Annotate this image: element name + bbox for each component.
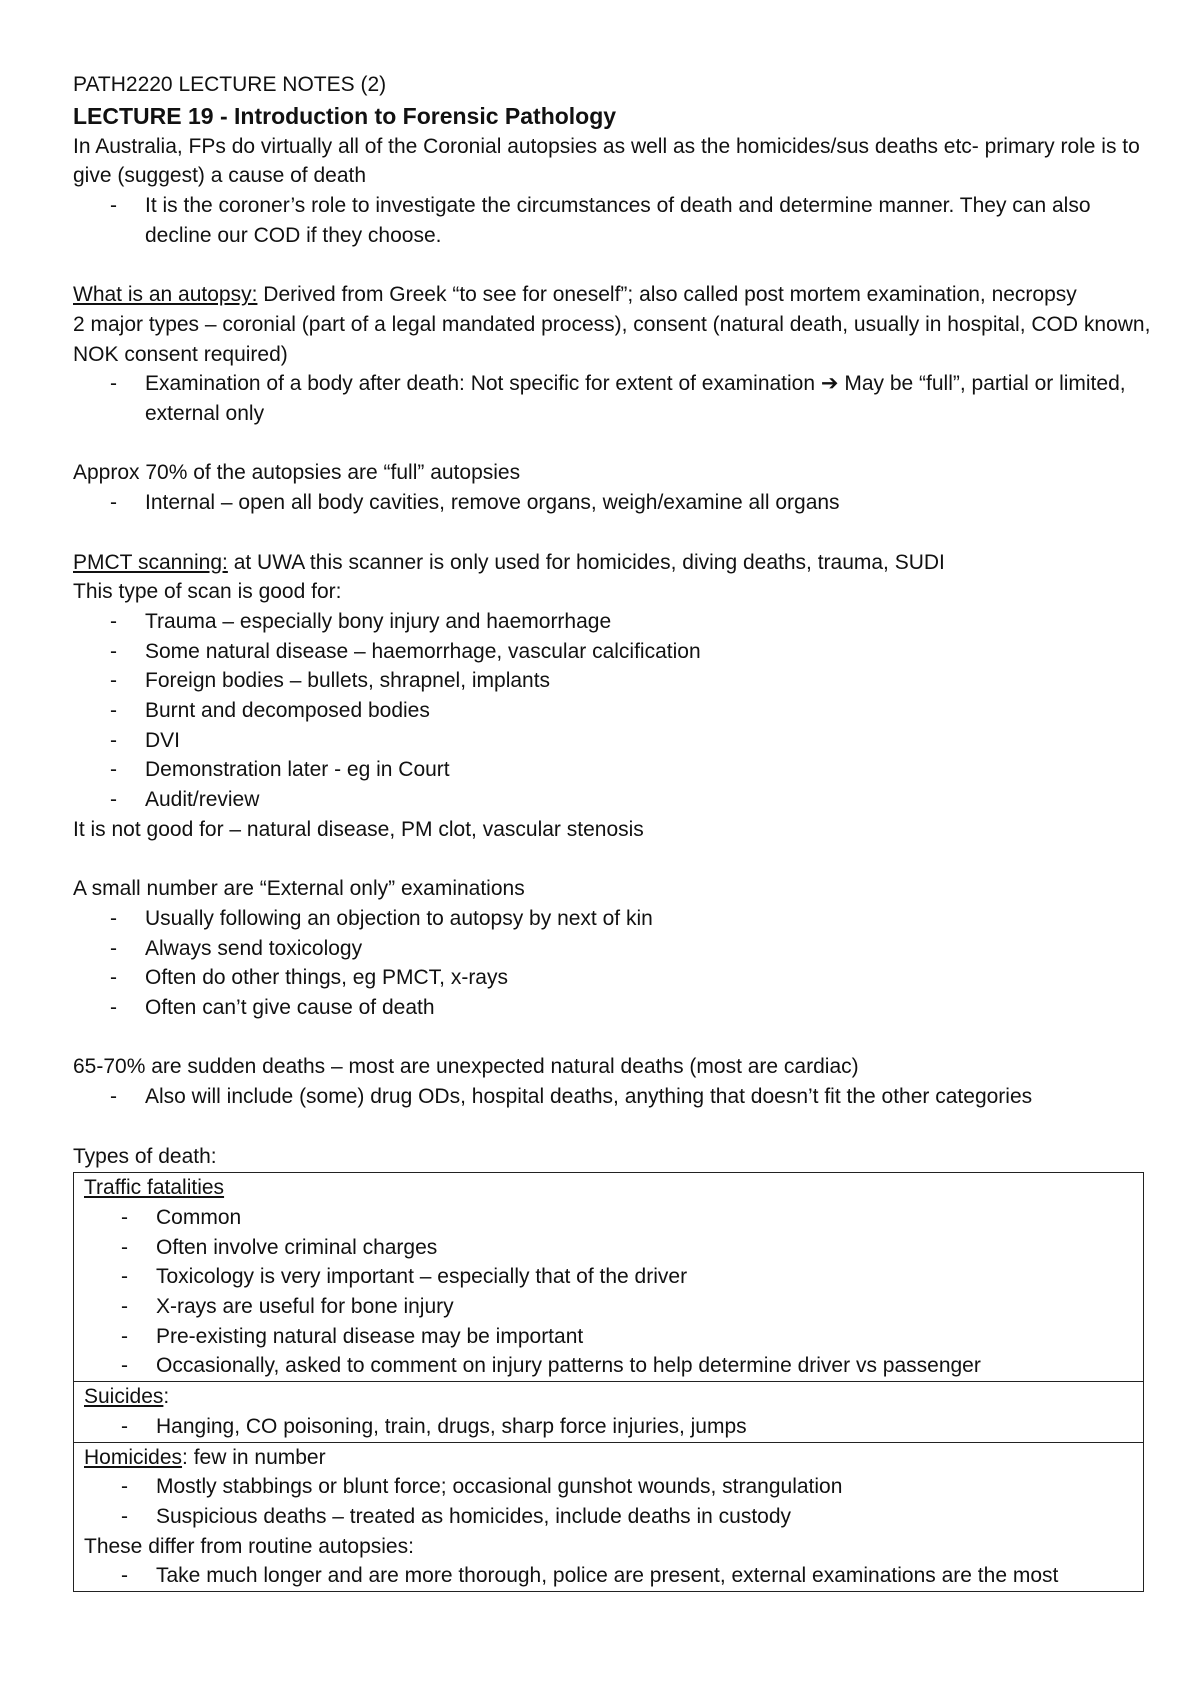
list-item-text: Also will include (some) drug ODs, hospital deaths, anything that doesn’t fit the other categories <box>145 1085 1033 1109</box>
pmct-text: at UWA this scanner is only used for homicides, diving deaths, trauma, SUDI <box>227 550 945 574</box>
list-item-text: Hanging, CO poisoning, train, drugs, sharp force injuries, jumps <box>156 1414 747 1438</box>
list-item <box>73 993 1153 1023</box>
bullet-dash: - <box>121 1504 128 1528</box>
list-item <box>73 934 1153 964</box>
bullet-dash: - <box>110 491 117 515</box>
bullet-dash: - <box>121 1235 128 1259</box>
pmct-good-for: This type of scan is good for: <box>73 580 342 604</box>
list-item <box>73 904 1153 934</box>
bullet-dash: - <box>110 966 117 990</box>
list-item-text: Usually following an objection to autopsy by next of kin <box>145 906 653 930</box>
pmct-not-good: It is not good for – natural disease, PM clot, vascular stenosis <box>73 817 644 841</box>
intro-paragraph: In Australia, FPs do virtually all of the Coronial autopsies as well as the homicides/sus deaths etc- primary role is to give (suggest) a cause of death <box>73 134 1140 188</box>
document-page <box>73 70 1153 1592</box>
list-item-text: Demonstration later - eg in Court <box>145 758 450 782</box>
list-item-text: Burnt and decomposed bodies <box>145 699 430 723</box>
spacer <box>73 1023 1153 1053</box>
list-item-text: Pre-existing natural disease may be important <box>156 1324 584 1348</box>
list-item <box>73 369 1153 428</box>
external-paragraph: A small number are “External only” examinations <box>73 877 525 901</box>
bullet-dash: - <box>121 1324 128 1348</box>
suicides-bullet-list <box>84 1412 1133 1442</box>
list-item-text: Often involve criminal charges <box>156 1235 438 1259</box>
autopsy-definition <box>73 280 1153 310</box>
differ-bullet-list <box>84 1561 1133 1591</box>
list-item-text: Suspicious deaths – treated as homicides, include deaths in custody <box>156 1504 792 1528</box>
suicides-heading-line <box>84 1382 1133 1412</box>
list-item-text: Trauma – especially bony injury and haemorrhage <box>145 609 612 633</box>
sudden-deaths-paragraph: 65-70% are sudden deaths – most are unexpected natural deaths (most are cardiac) <box>73 1055 859 1079</box>
course-title: PATH2220 LECTURE NOTES (2) <box>73 73 387 96</box>
traffic-bullet-list <box>84 1203 1133 1381</box>
list-item <box>73 726 1153 756</box>
list-item <box>73 755 1153 785</box>
pmct-bullet-list <box>73 607 1153 815</box>
homicides-bullet-list <box>84 1472 1133 1531</box>
spacer <box>73 429 1153 459</box>
list-item-text: Toxicology is very important – especially that of the driver <box>156 1265 688 1289</box>
homicides-suffix: : few in number <box>182 1445 326 1469</box>
bullet-dash: - <box>110 906 117 930</box>
table-cell-homicides <box>74 1443 1143 1592</box>
autopsy-definition-text: Derived from Greek “to see for oneself”; also called post mortem examination, necropsy <box>257 283 1077 307</box>
list-item-text: May be “full”, partial or limited, external only <box>145 372 1126 426</box>
bullet-dash: - <box>121 1265 128 1289</box>
list-item <box>84 1412 1133 1442</box>
list-item <box>84 1292 1133 1322</box>
lecture-title: LECTURE 19 - Introduction to Forensic Pathology <box>73 102 617 129</box>
list-item <box>73 696 1153 726</box>
bullet-dash: - <box>110 788 117 812</box>
bullet-dash: - <box>110 609 117 633</box>
list-item-text: Take much longer and are more thorough, police are present, external examinations are the most <box>156 1564 1059 1588</box>
list-item <box>73 785 1153 815</box>
bullet-dash: - <box>121 1354 128 1378</box>
bullet-dash: - <box>110 372 117 396</box>
list-item <box>84 1472 1133 1502</box>
bullet-dash: - <box>110 639 117 663</box>
types-of-death-table <box>73 1172 1144 1592</box>
list-item <box>73 963 1153 993</box>
pmct-heading: PMCT scanning: <box>73 550 228 574</box>
spacer <box>73 845 1153 875</box>
bullet-dash: - <box>110 669 117 693</box>
bullet-dash: - <box>110 194 117 218</box>
list-item <box>73 488 1153 518</box>
list-item-text: Foreign bodies – bullets, shrapnel, implants <box>145 669 551 693</box>
bullet-dash: - <box>110 728 117 752</box>
list-item <box>84 1262 1133 1292</box>
list-item-text: Some natural disease – haemorrhage, vascular calcification <box>145 639 701 663</box>
bullet-dash: - <box>121 1205 128 1229</box>
list-item <box>73 637 1153 667</box>
external-bullet-list <box>73 904 1153 1023</box>
list-item <box>84 1203 1133 1233</box>
list-item-text: X-rays are useful for bone injury <box>156 1295 454 1319</box>
list-item <box>84 1561 1133 1591</box>
list-item-text: Internal – open all body cavities, remove organs, weigh/examine all organs <box>145 491 840 515</box>
list-item <box>73 191 1153 250</box>
bullet-dash: - <box>121 1414 128 1438</box>
bullet-dash: - <box>121 1475 128 1499</box>
bullet-dash: - <box>121 1295 128 1319</box>
list-item <box>73 607 1153 637</box>
homicides-differ: These differ from routine autopsies: <box>84 1534 414 1558</box>
bullet-dash: - <box>110 996 117 1020</box>
list-item-text: Common <box>156 1205 242 1229</box>
spacer <box>73 518 1153 548</box>
bullet-dash: - <box>110 699 117 723</box>
list-item-text: Mostly stabbings or blunt force; occasional gunshot wounds, strangulation <box>156 1475 843 1499</box>
list-item <box>84 1351 1133 1381</box>
traffic-heading: Traffic fatalities <box>84 1176 225 1200</box>
bullet-dash: - <box>110 936 117 960</box>
spacer <box>73 1112 1153 1142</box>
homicides-heading: Homicides <box>84 1445 183 1469</box>
table-cell-suicides <box>74 1382 1143 1442</box>
list-item <box>73 666 1153 696</box>
list-item-text: It is the coroner’s role to investigate the circumstances of death and determine manner. They can also decline our COD if they choose. <box>145 194 1091 247</box>
autopsy-types: 2 major types – coronial (part of a legal mandated process), consent (natural death, usually in hospital, COD known, NOK consent required) <box>73 312 1151 366</box>
bullet-dash: - <box>110 758 117 782</box>
types-of-death-heading: Types of death: <box>73 1144 217 1168</box>
list-item-text: Always send toxicology <box>145 936 363 960</box>
suicides-suffix: : <box>163 1385 170 1409</box>
suicides-heading: Suicides <box>84 1385 164 1409</box>
list-item <box>84 1502 1133 1532</box>
pmct-paragraph <box>73 548 1153 578</box>
list-item <box>84 1322 1133 1352</box>
right-arrow-icon: ➔ <box>820 372 839 396</box>
spacer <box>73 251 1153 281</box>
list-item-text: Occasionally, asked to comment on injury patterns to help determine driver vs passenger <box>156 1354 981 1378</box>
list-item-text: Examination of a body after death: Not specific for extent of examination <box>145 372 821 396</box>
list-item-text: Often can’t give cause of death <box>145 996 435 1020</box>
list-item <box>84 1233 1133 1263</box>
list-item-text: DVI <box>145 728 181 752</box>
autopsy-heading: What is an autopsy: <box>73 283 258 307</box>
list-item-text: Audit/review <box>145 788 260 812</box>
table-cell-traffic <box>74 1173 1143 1382</box>
list-item-text: Often do other things, eg PMCT, x-rays <box>145 966 508 990</box>
bullet-dash: - <box>121 1564 128 1588</box>
bullet-dash: - <box>110 1085 117 1109</box>
homicides-heading-line <box>84 1443 1133 1473</box>
full-autopsy-paragraph: Approx 70% of the autopsies are “full” autopsies <box>73 461 521 485</box>
list-item <box>73 1082 1153 1112</box>
